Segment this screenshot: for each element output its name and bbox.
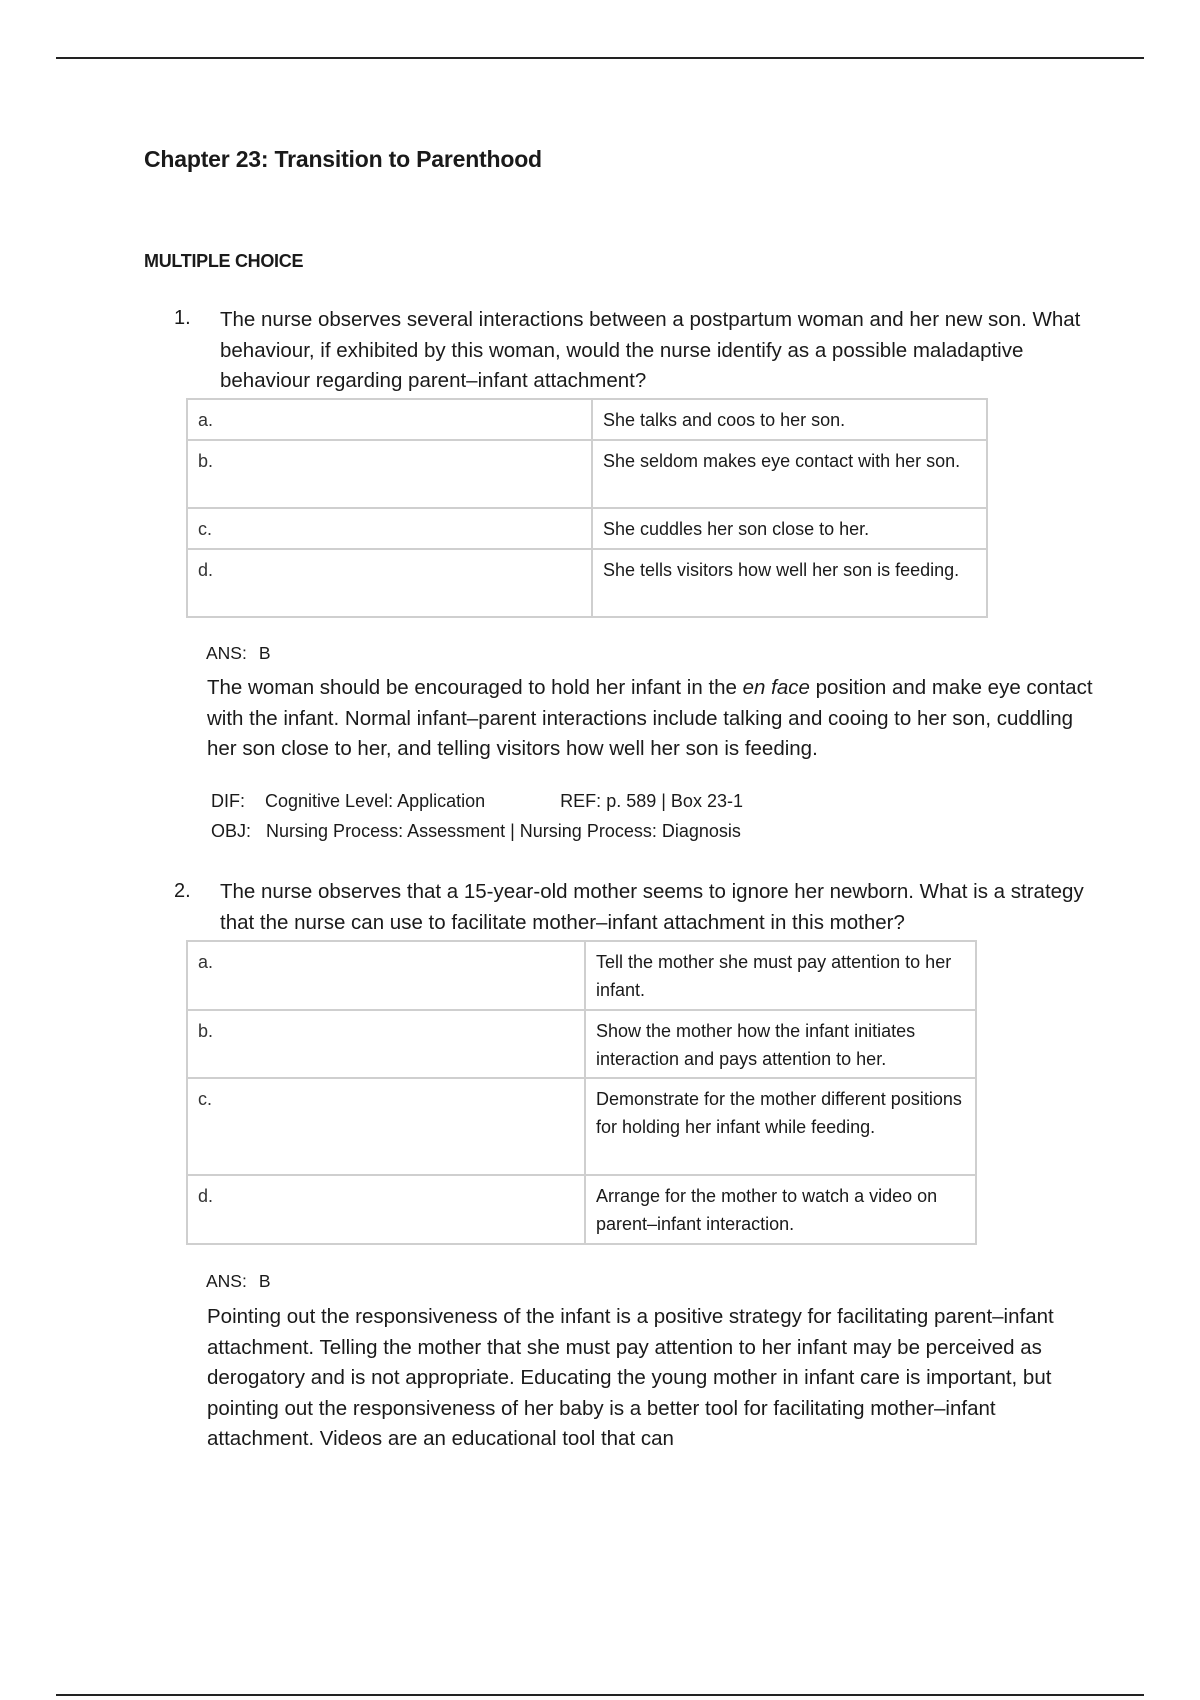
rationale-part: The woman should be encouraged to hold her infant in the: [207, 676, 743, 699]
answer-options-table: [186, 940, 977, 1245]
answer-letter: B: [258, 643, 271, 663]
option-text: Arrange for the mother to watch a video on parent–infant interaction.: [585, 1175, 976, 1244]
ref-value: p. 589 | Box 23-1: [606, 791, 743, 811]
objective-line: [211, 821, 741, 842]
question-number: 2.: [174, 880, 191, 902]
top-rule: [56, 57, 1144, 59]
rationale-part: position and make eye contact with the infant. Normal infant–parent interactions include talking and cooing to her son, cuddling her son close to her, and telling visitors how well her son is feeding.: [207, 676, 1093, 760]
answer-label: ANS:: [206, 1271, 247, 1291]
obj-value: Nursing Process: Assessment | Nursing Process: Diagnosis: [266, 821, 741, 841]
bottom-rule: [56, 1694, 1144, 1696]
answer-letter: B: [258, 1271, 271, 1291]
option-letter: d.: [187, 1175, 585, 1244]
dif-value: Cognitive Level: Application: [265, 791, 486, 811]
option-letter: a.: [187, 399, 592, 440]
option-text: She cuddles her son close to her.: [592, 508, 987, 549]
answer-options-table: [186, 398, 988, 618]
difficulty-reference-line: [211, 791, 743, 812]
dif-label: DIF:: [211, 791, 245, 811]
option-text: Demonstrate for the mother different positions for holding her infant while feeding.: [585, 1078, 976, 1175]
question-number: 1.: [174, 307, 191, 329]
section-heading: MULTIPLE CHOICE: [144, 251, 304, 271]
option-row[interactable]: [187, 508, 987, 549]
rationale-text: [207, 673, 1097, 765]
option-text: She seldom makes eye contact with her son.: [592, 440, 987, 508]
answer-line: [206, 643, 271, 664]
option-letter: b.: [187, 440, 592, 508]
option-row[interactable]: [187, 440, 987, 508]
ref-label: REF:: [560, 791, 602, 811]
option-row[interactable]: [187, 549, 987, 617]
chapter-title: Chapter 23: Transition to Parenthood: [144, 146, 542, 172]
option-row[interactable]: [187, 1175, 976, 1244]
option-row[interactable]: [187, 1010, 976, 1078]
option-row[interactable]: [187, 941, 976, 1010]
question-text: The nurse observes that a 15-year-old mother seems to ignore her newborn. What is a strategy that the nurse can use to facilitate mother–infant attachment in this mother?: [220, 880, 1084, 934]
obj-label: OBJ:: [211, 821, 252, 841]
option-letter: d.: [187, 549, 592, 617]
rationale-text: Pointing out the responsiveness of the infant is a positive strategy for facilitating parent–infant attachment. Telling the mother that she must pay attention to her infant may be perceived as derogatory and is not appropriate. Educating the young mother in infant care is important, but pointing out the responsiveness of her baby is a better tool for facilitating mother–infant attachment. Videos are an educational tool that can: [207, 1305, 1054, 1450]
option-row[interactable]: [187, 399, 987, 440]
option-text: She talks and coos to her son.: [592, 399, 987, 440]
option-text: She tells visitors how well her son is feeding.: [592, 549, 987, 617]
question-text: The nurse observes several interactions between a postpartum woman and her new son. What behaviour, if exhibited by this woman, would the nurse identify as a possible maladaptive behaviour regarding parent–infant attachment?: [220, 308, 1081, 392]
answer-label: ANS:: [206, 643, 247, 663]
option-letter: b.: [187, 1010, 585, 1078]
option-row[interactable]: [187, 1078, 976, 1175]
option-text: Show the mother how the infant initiates interaction and pays attention to her.: [585, 1010, 976, 1078]
option-text: Tell the mother she must pay attention to her infant.: [585, 941, 976, 1010]
option-letter: c.: [187, 508, 592, 549]
option-letter: c.: [187, 1078, 585, 1175]
answer-line: [206, 1271, 271, 1292]
rationale-emphasis: en face: [742, 676, 810, 699]
option-letter: a.: [187, 941, 585, 1010]
